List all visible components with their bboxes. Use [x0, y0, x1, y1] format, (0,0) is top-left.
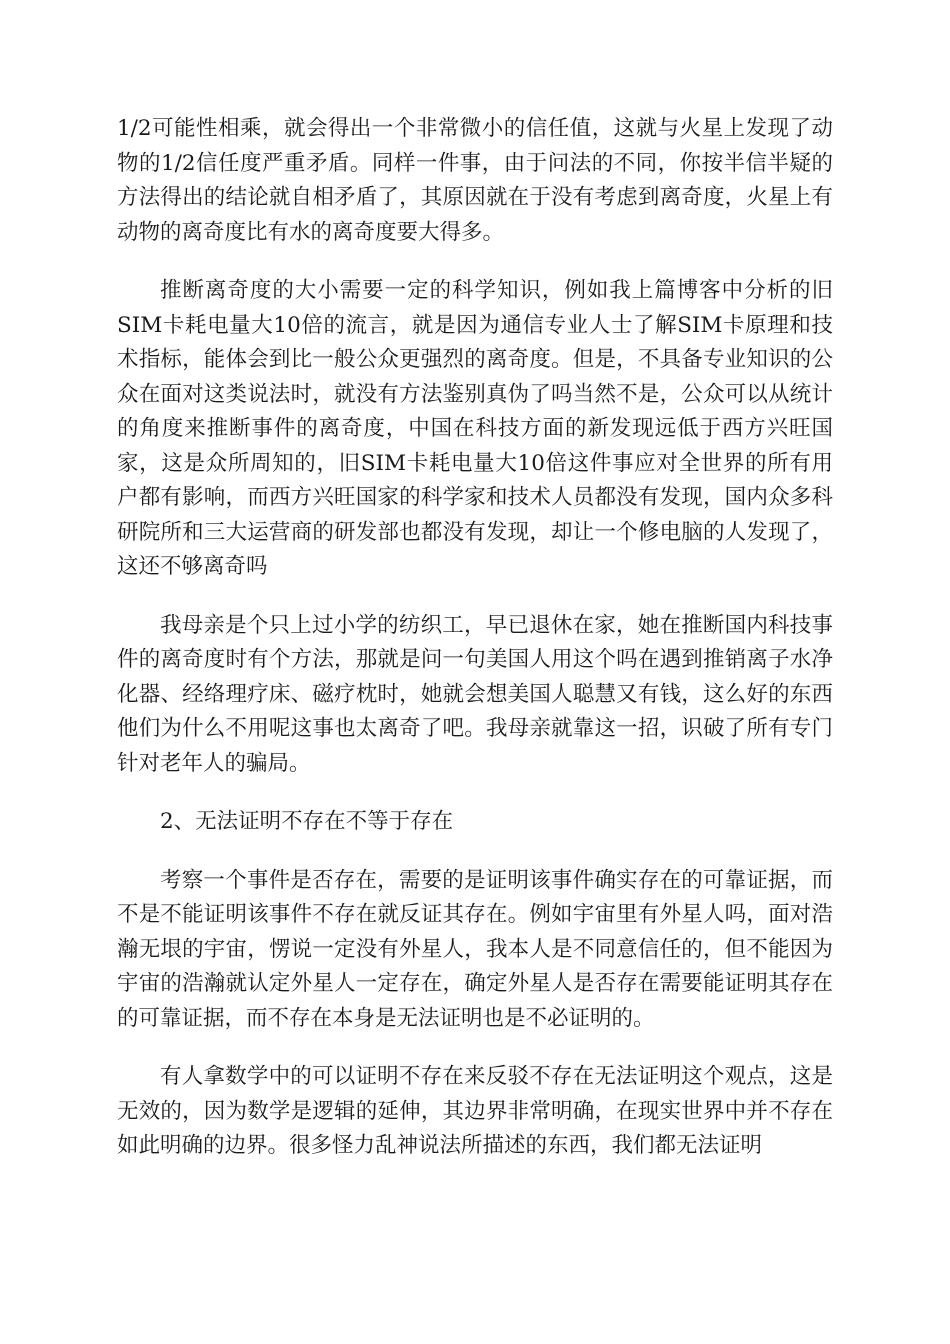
paragraph-5: 有人拿数学中的可以证明不存在来反驳不存在无法证明这个观点，这是无效的，因为数学是逻辑的延伸，其边界非常明确，在现实世界中并不存在如此明确的边界。很多怪力乱神说法所描述的东西，我们都无法证明 — [117, 1064, 833, 1158]
paragraph-3: 我母亲是个只上过小学的纺织工，早已退休在家，她在推断国内科技事件的离奇度时有个方法，那就是问一句美国人用这个吗在遇到推销离子水净化器、经络理疗床、磁疗枕时，她就会想美国人聪慧又有钱，这么好的东西他们为什么不用呢这事也太离奇了吧。我母亲就靠这一招，识破了所有专门针对老年人的骗局。 — [117, 612, 833, 776]
paragraph-4: 考察一个事件是否存在，需要的是证明该事件确实存在的可靠证据，而不是不能证明该事件不存在就反证其存在。例如宇宙里有外星人吗，面对浩瀚无垠的宇宙，愣说一定没有外星人，我本人是不同意信任的，但不能因为宇宙的浩瀚就认定外星人一定存在，确定外星人是否存在需要能证明其存在的可靠证据，而不存在本身是无法证明也是不必证明的。 — [117, 867, 833, 1031]
document-body — [117, 112, 833, 1188]
paragraph-2: 推断离奇度的大小需要一定的科学知识，例如我上篇博客中分析的旧SIM卡耗电量大10倍的流言，就是因为通信专业人士了解SIM卡原理和技术指标，能体会到比一般公众更强烈的离奇度。但是，不具备专业知识的公众在面对这类说法时，就没有方法鉴别真伪了吗当然不是，公众可以从统计的角度来推断事件的离奇度，中国在科技方面的新发现远低于西方兴旺国家，这是众所周知的，旧SIM卡耗电量大10倍这件事应对全世界的所有用户都有影响，而西方兴旺国家的科学家和技术人员都没有发现，国内众多科研院所和三大运营商的研发部也都没有发现，却让一个修电脑的人发现了，这还不够离奇吗 — [117, 278, 833, 579]
section-heading: 2、无法证明不存在不等于存在 — [160, 809, 454, 834]
paragraph-1: 1/2可能性相乘，就会得出一个非常微小的信任值，这就与火星上发现了动物的1/2信任度严重矛盾。同样一件事，由于问法的不同，你按半信半疑的方法得出的结论就自相矛盾了，其原因就在于没有考虑到离奇度，火星上有动物的离奇度比有水的离奇度要大得多。 — [117, 116, 833, 245]
